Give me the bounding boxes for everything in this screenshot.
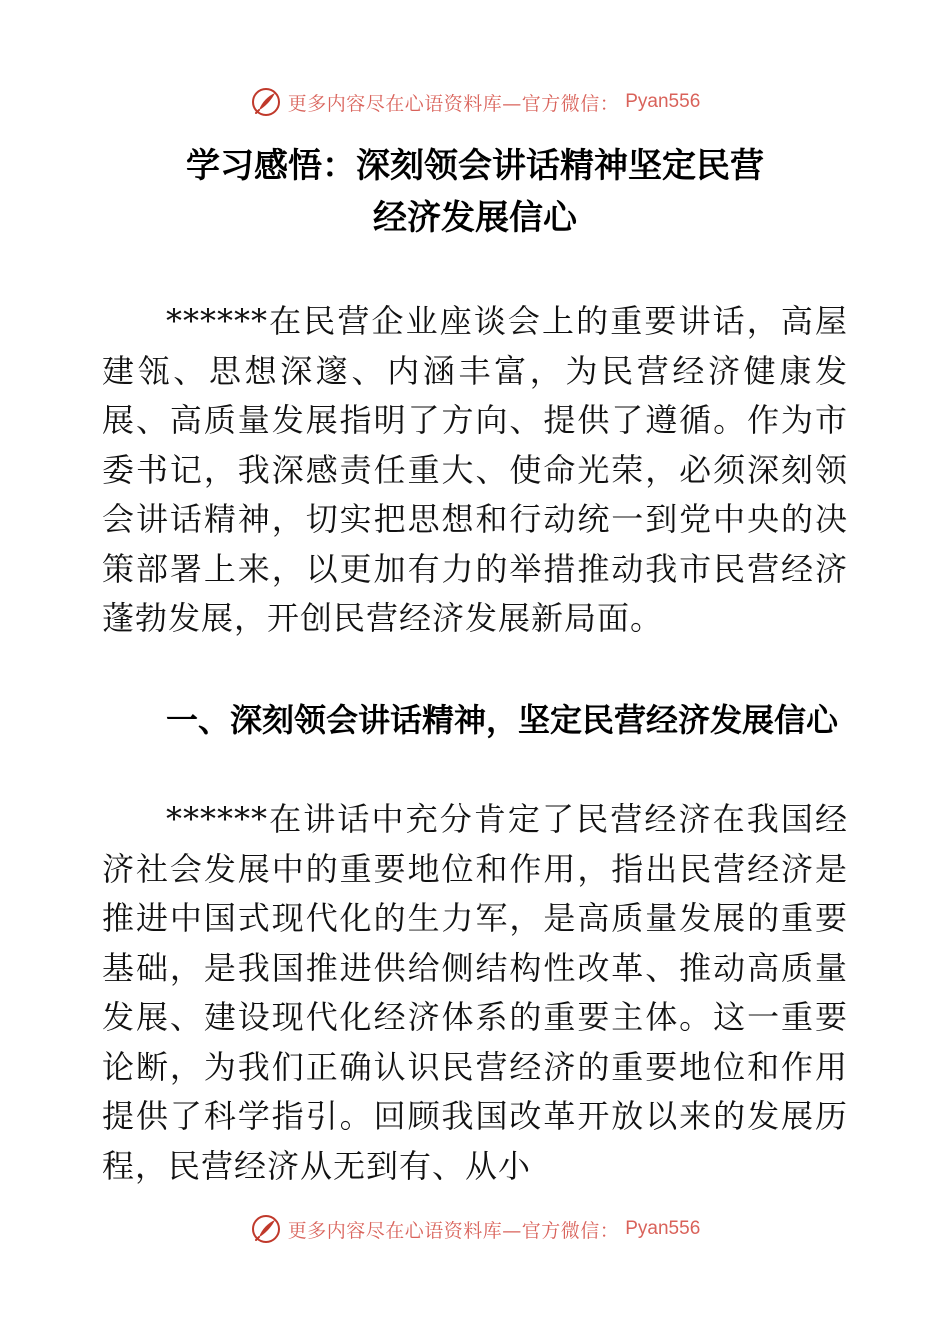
- watermark-text: 更多内容尽在心语资料库—官方微信：: [287, 92, 620, 115]
- watermark-wechat-id: Pyan556: [625, 91, 701, 112]
- title-line-2: 经济发展信心: [373, 198, 577, 238]
- paragraph-section-1: ******在讲话中充分肯定了民营经济在我国经济社会发展中的重要地位和作用，指出民营经济是推进中国式现代化的生力军，是高质量发展的重要基础，是我国推进供给侧结构性改革、推动高质量发展、建设现代化经济体系的重要主体。这一重要论断，为我们正确认识民营经济的重要地位和作用提供了科学指引。回顾我国改革开放以来的发展历程，民营经济从无到有、从小: [102, 800, 848, 1185]
- watermark-text: 更多内容尽在心语资料库—官方微信：: [287, 1219, 620, 1242]
- paragraph-intro: ******在民营企业座谈会上的重要讲话，高屋建瓴、思想深邃、内涵丰富，为民营经济健康发展、高质量发展指明了方向、提供了遵循。作为市委书记，我深感责任重大、使命光荣，必须深刻领会讲话精神，切实把思想和行动统一到党中央的决策部署上来，以更加有力的举措推动我市民营经济蓬勃发展，开创民营经济发展新局面。: [102, 302, 848, 637]
- title-line-1: 学习感悟：深刻领会讲话精神坚定民营: [186, 146, 764, 186]
- header-watermark: [0, 82, 950, 122]
- footer-watermark: [0, 1209, 950, 1249]
- quill-pen-icon: [250, 1213, 282, 1245]
- section-heading-1: 一、深刻领会讲话精神，坚定民营经济发展信心: [166, 701, 839, 739]
- quill-pen-icon: [250, 86, 282, 118]
- document-title: [60, 140, 890, 244]
- watermark-wechat-id: Pyan556: [625, 1218, 701, 1239]
